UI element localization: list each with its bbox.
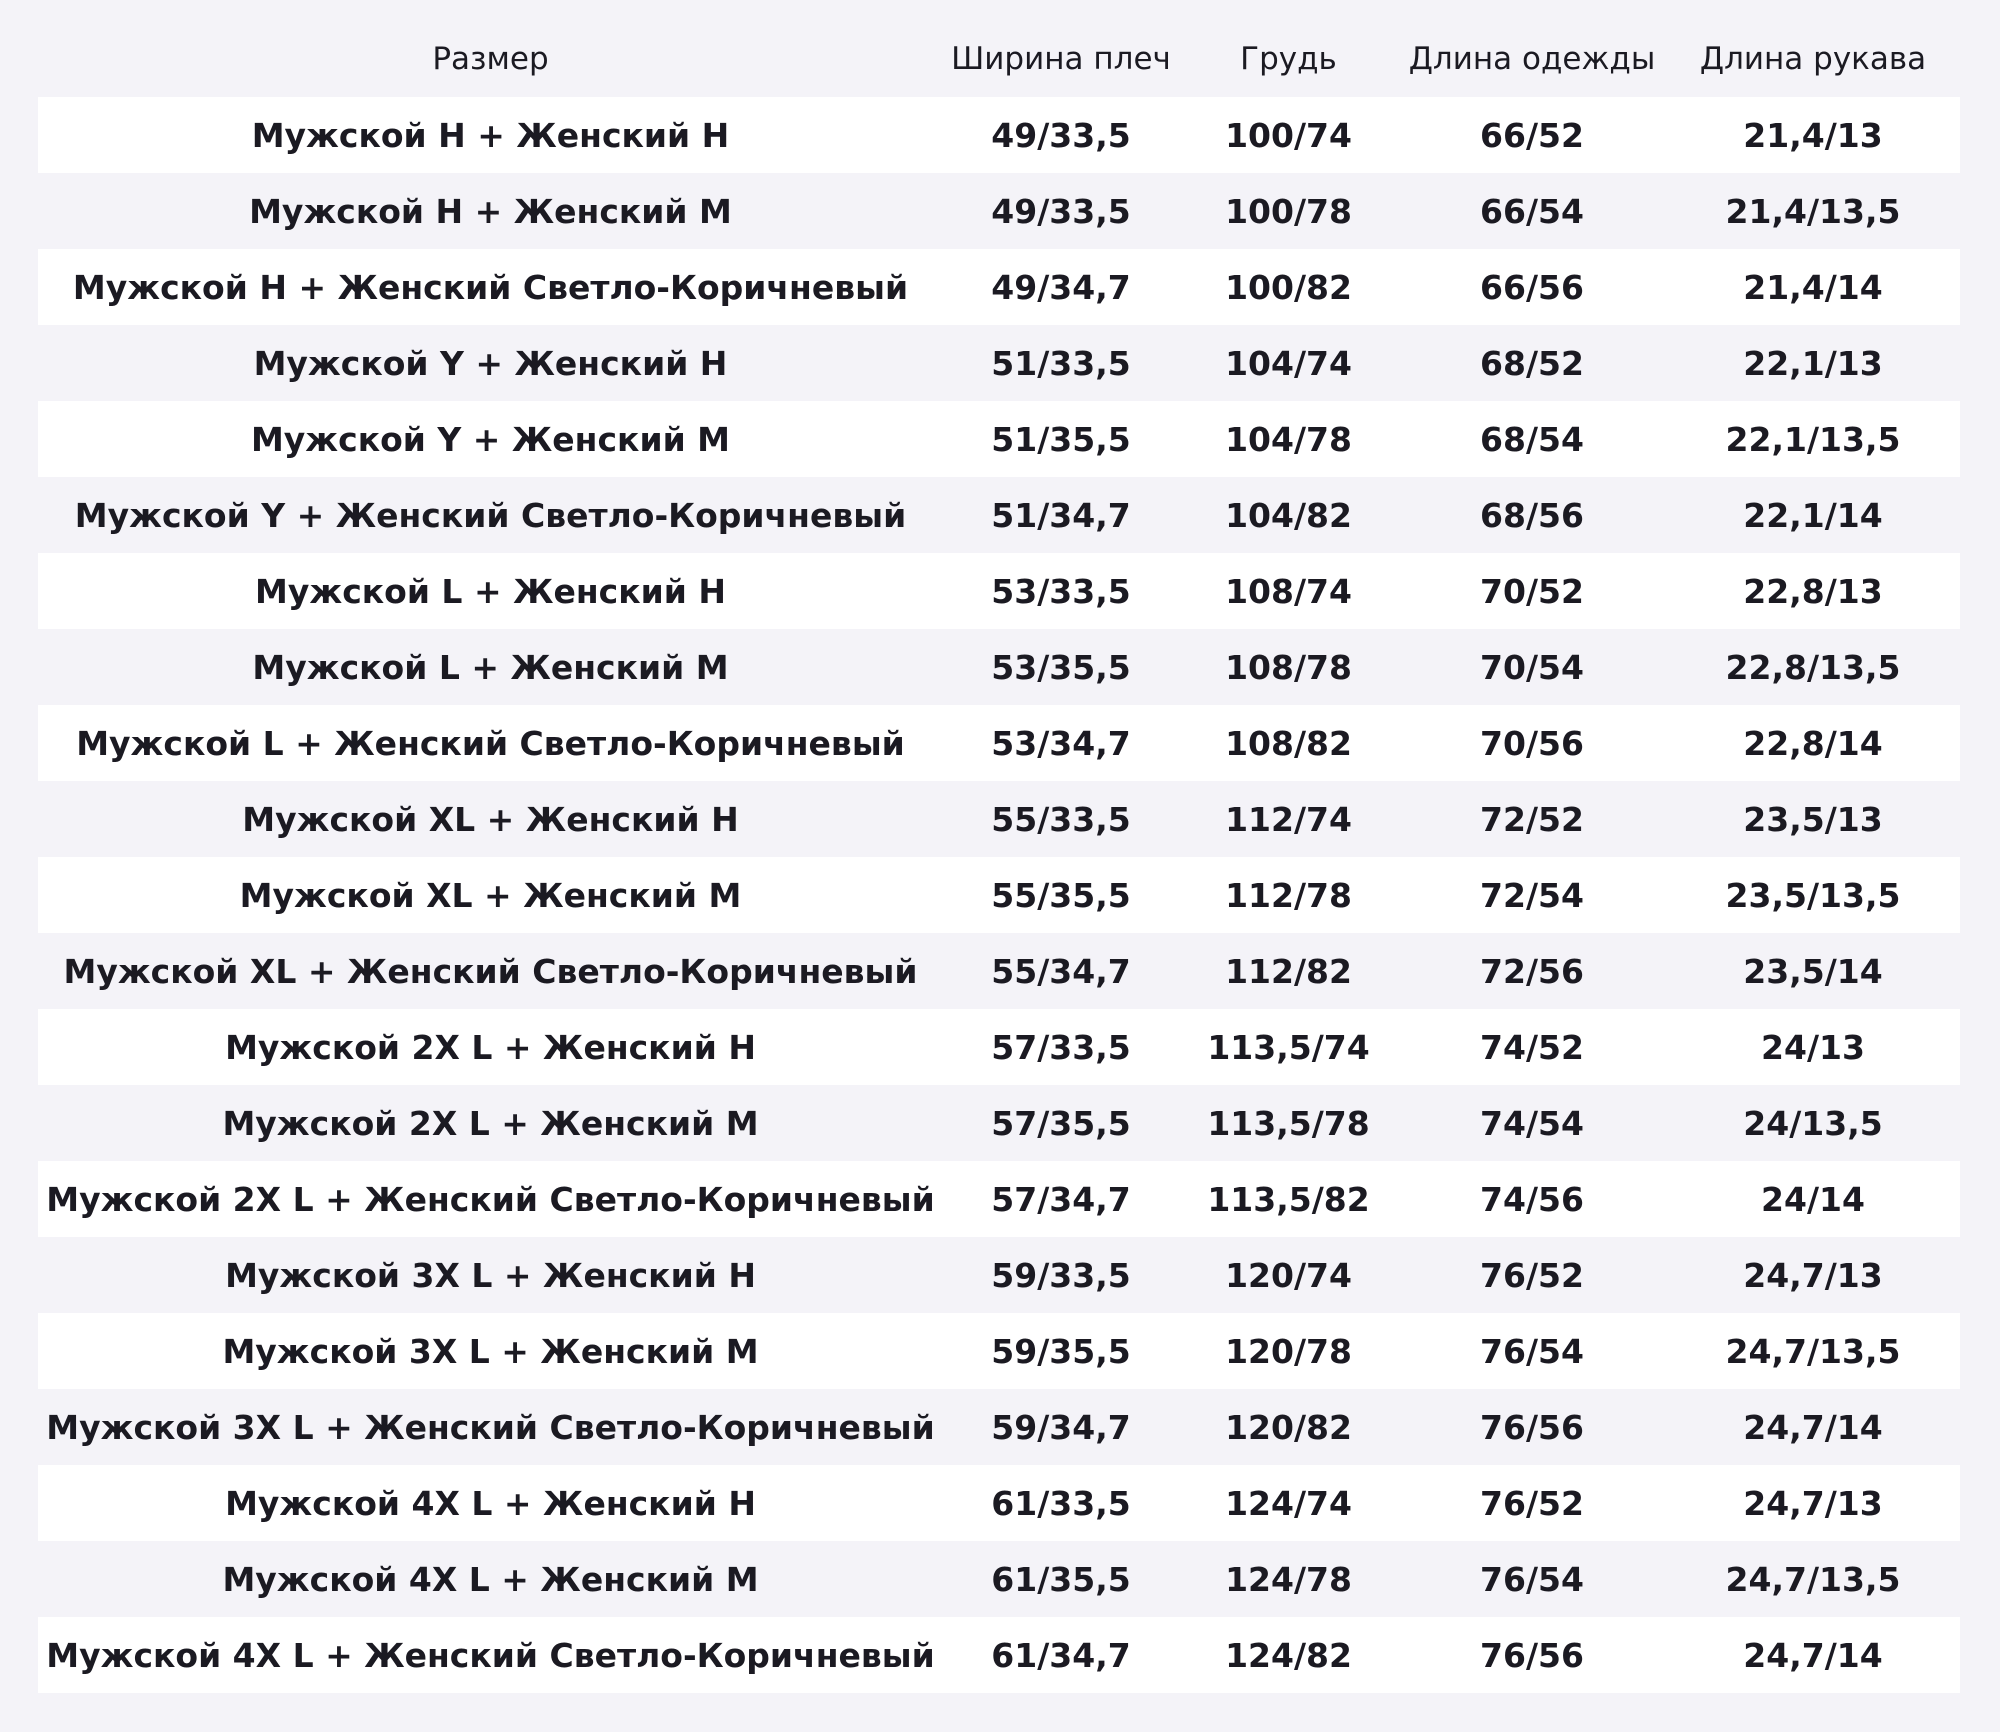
cell-garment-length: 72/54 [1480,875,1584,915]
cell-garment-length: 74/52 [1480,1027,1584,1067]
cell-sleeve-length: 24,7/14 [1743,1635,1883,1675]
table-row [38,401,1960,477]
header-shoulder-width: Ширина плеч [951,41,1171,77]
cell-garment-length: 76/56 [1480,1635,1584,1675]
cell-sleeve-length: 22,8/13 [1743,571,1883,611]
cell-sleeve-length: 22,8/13,5 [1725,647,1901,687]
cell-garment-length: 76/54 [1480,1331,1584,1371]
cell-sleeve-length: 21,4/13,5 [1725,191,1901,231]
cell-sleeve-length: 24/13,5 [1743,1103,1883,1143]
cell-sleeve-length: 24,7/13 [1743,1483,1883,1523]
table-row [38,477,1960,553]
cell-chest: 120/74 [1225,1255,1352,1295]
cell-size: Мужской Y + Женский H [253,343,728,383]
cell-garment-length: 76/56 [1480,1407,1584,1447]
table-row [38,1541,1960,1617]
cell-garment-length: 74/56 [1480,1179,1584,1219]
cell-shoulder-width: 49/33,5 [991,115,1131,155]
cell-garment-length: 68/52 [1480,343,1584,383]
cell-sleeve-length: 21,4/14 [1743,267,1883,307]
table-row [38,249,1960,325]
table-row [38,1313,1960,1389]
cell-sleeve-length: 21,4/13 [1743,115,1883,155]
cell-sleeve-length: 24,7/14 [1743,1407,1883,1447]
cell-sleeve-length: 22,1/13 [1743,343,1883,383]
cell-size: Мужской 3X L + Женский M [222,1331,759,1371]
cell-sleeve-length: 24,7/13,5 [1725,1331,1901,1371]
cell-shoulder-width: 61/33,5 [991,1483,1131,1523]
cell-shoulder-width: 57/35,5 [991,1103,1131,1143]
header-row [38,21,1960,97]
table-row [38,933,1960,1009]
cell-size: Мужской XL + Женский Светло-Коричневый [63,951,918,991]
cell-chest: 124/82 [1225,1635,1352,1675]
cell-shoulder-width: 61/34,7 [991,1635,1131,1675]
cell-chest: 104/78 [1225,419,1352,459]
cell-size: Мужской 4X L + Женский M [222,1559,759,1599]
cell-size: Мужской 2X L + Женский Светло-Коричневый [46,1179,935,1219]
table-row [38,1237,1960,1313]
table-body [38,97,1960,1693]
cell-size: Мужской XL + Женский H [242,799,739,839]
cell-sleeve-length: 22,1/14 [1743,495,1883,535]
cell-garment-length: 72/52 [1480,799,1584,839]
cell-sleeve-length: 23,5/13 [1743,799,1883,839]
cell-shoulder-width: 53/35,5 [991,647,1131,687]
cell-shoulder-width: 55/33,5 [991,799,1131,839]
cell-size: Мужской 3X L + Женский Светло-Коричневый [46,1407,935,1447]
cell-chest: 112/82 [1225,951,1352,991]
table-row [38,325,1960,401]
cell-garment-length: 74/54 [1480,1103,1584,1143]
cell-size: Мужской 2X L + Женский H [225,1027,756,1067]
cell-chest: 104/74 [1225,343,1352,383]
cell-shoulder-width: 53/33,5 [991,571,1131,611]
size-chart-table [38,21,1960,1693]
table-header [38,21,1960,97]
cell-shoulder-width: 57/33,5 [991,1027,1131,1067]
header-chest: Грудь [1240,41,1337,77]
cell-chest: 100/74 [1225,115,1352,155]
cell-shoulder-width: 57/34,7 [991,1179,1131,1219]
cell-garment-length: 72/56 [1480,951,1584,991]
cell-shoulder-width: 51/33,5 [991,343,1131,383]
cell-garment-length: 76/54 [1480,1559,1584,1599]
cell-chest: 120/82 [1225,1407,1352,1447]
cell-size: Мужской H + Женский M [249,191,732,231]
cell-sleeve-length: 24,7/13 [1743,1255,1883,1295]
cell-sleeve-length: 23,5/13,5 [1725,875,1901,915]
cell-shoulder-width: 49/33,5 [991,191,1131,231]
cell-garment-length: 68/54 [1480,419,1584,459]
table-row [38,705,1960,781]
cell-shoulder-width: 59/35,5 [991,1331,1131,1371]
cell-chest: 113,5/82 [1207,1179,1370,1219]
cell-size: Мужской L + Женский Светло-Коричневый [76,723,905,763]
cell-size: Мужской XL + Женский M [239,875,742,915]
cell-sleeve-length: 23,5/14 [1743,951,1883,991]
table-row [38,1617,1960,1693]
cell-size: Мужской H + Женский Светло-Коричневый [72,267,909,307]
cell-size: Мужской H + Женский H [251,115,730,155]
header-garment-length: Длина одежды [1408,41,1656,77]
table-row [38,173,1960,249]
table-row [38,629,1960,705]
table-row [38,781,1960,857]
cell-chest: 120/78 [1225,1331,1352,1371]
table-row [38,97,1960,173]
cell-sleeve-length: 22,8/14 [1743,723,1883,763]
table-row [38,553,1960,629]
table-row [38,1085,1960,1161]
cell-chest: 104/82 [1225,495,1352,535]
cell-size: Мужской L + Женский M [252,647,729,687]
header-size: Размер [432,41,549,77]
cell-shoulder-width: 51/35,5 [991,419,1131,459]
cell-shoulder-width: 55/35,5 [991,875,1131,915]
cell-shoulder-width: 49/34,7 [991,267,1131,307]
cell-chest: 108/78 [1225,647,1352,687]
table-row [38,1161,1960,1237]
cell-size: Мужской 3X L + Женский H [225,1255,756,1295]
cell-size: Мужской Y + Женский M [250,419,731,459]
cell-size: Мужской 4X L + Женский Светло-Коричневый [46,1635,935,1675]
header-sleeve-length: Длина рукава [1699,41,1927,77]
cell-sleeve-length: 22,1/13,5 [1725,419,1901,459]
cell-garment-length: 76/52 [1480,1483,1584,1523]
cell-chest: 112/78 [1225,875,1352,915]
cell-size: Мужской 4X L + Женский H [225,1483,756,1523]
cell-chest: 113,5/78 [1207,1103,1370,1143]
cell-chest: 124/74 [1225,1483,1352,1523]
cell-sleeve-length: 24,7/13,5 [1725,1559,1901,1599]
cell-chest: 100/82 [1225,267,1352,307]
cell-sleeve-length: 24/14 [1761,1179,1865,1219]
cell-chest: 108/82 [1225,723,1352,763]
cell-chest: 100/78 [1225,191,1352,231]
table-row [38,1389,1960,1465]
table-row [38,857,1960,933]
cell-chest: 113,5/74 [1207,1027,1370,1067]
cell-garment-length: 76/52 [1480,1255,1584,1295]
cell-shoulder-width: 61/35,5 [991,1559,1131,1599]
cell-garment-length: 66/54 [1480,191,1584,231]
cell-size: Мужской Y + Женский Светло-Коричневый [74,495,907,535]
cell-size: Мужской L + Женский H [255,571,726,611]
cell-shoulder-width: 53/34,7 [991,723,1131,763]
table-row [38,1465,1960,1541]
cell-garment-length: 70/52 [1480,571,1584,611]
cell-garment-length: 66/56 [1480,267,1584,307]
cell-shoulder-width: 55/34,7 [991,951,1131,991]
cell-shoulder-width: 51/34,7 [991,495,1131,535]
cell-chest: 112/74 [1225,799,1352,839]
cell-chest: 124/78 [1225,1559,1352,1599]
cell-garment-length: 66/52 [1480,115,1584,155]
cell-garment-length: 70/56 [1480,723,1584,763]
cell-sleeve-length: 24/13 [1761,1027,1865,1067]
cell-garment-length: 68/56 [1480,495,1584,535]
cell-shoulder-width: 59/33,5 [991,1255,1131,1295]
cell-size: Мужской 2X L + Женский M [222,1103,759,1143]
cell-shoulder-width: 59/34,7 [991,1407,1131,1447]
cell-garment-length: 70/54 [1480,647,1584,687]
table-row [38,1009,1960,1085]
cell-chest: 108/74 [1225,571,1352,611]
